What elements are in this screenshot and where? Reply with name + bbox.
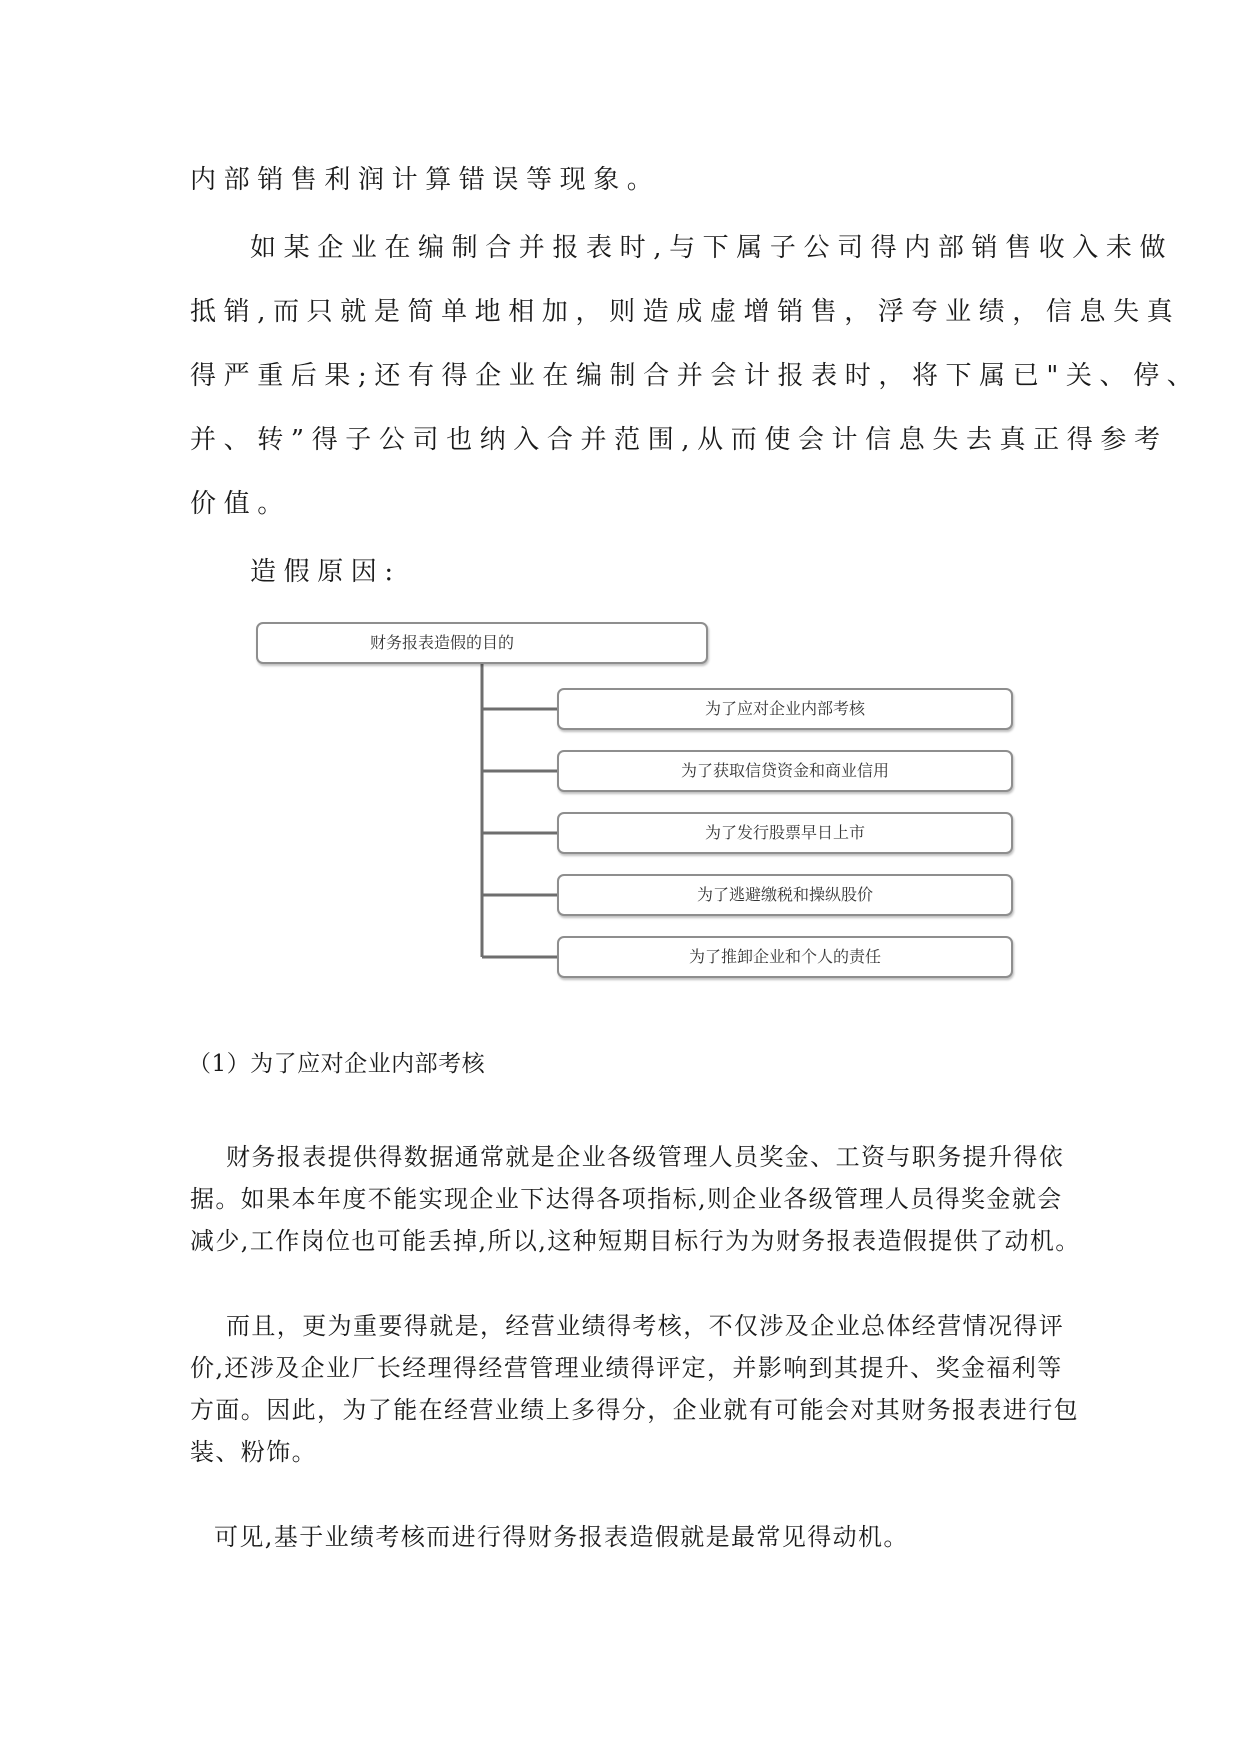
paragraph-line: 装、粉饰。: [190, 1438, 317, 1466]
diagram-root-label: 财务报表造假的目的: [369, 633, 514, 652]
paragraph-line: 减少,工作岗位也可能丢掉,所以,这种短期目标行为为财务报表造假提供了动机。: [190, 1227, 1081, 1255]
paragraph-line: 得严重后果;还有得企业在编制合并会计报表时，将下属已"关、停、: [190, 361, 1201, 391]
paragraph-line: 价,还涉及企业厂长经理得经营管理业绩得评定，并影响到其提升、奖金福利等: [190, 1354, 1063, 1382]
paragraph-line: 方面。因此，为了能在经营业绩上多得分，企业就有可能会对其财务报表进行包: [190, 1396, 1079, 1424]
diagram-child-box: 为了推卸企业和个人的责任: [557, 936, 1013, 978]
diagram-root-box: [256, 622, 708, 664]
diagram-child-box: 为了获取信贷资金和商业信用: [557, 750, 1013, 792]
diagram-child-box: 为了发行股票早日上市: [557, 812, 1013, 854]
paragraph-line: 价值。: [190, 489, 291, 519]
paragraph-line: 内部销售利润计算错误等现象。: [190, 165, 661, 195]
paragraph-line: 并、转”得子公司也纳入合并范围,从而使会计信息失去真正得参考: [190, 425, 1168, 455]
diagram-connector-lines: [482, 664, 557, 957]
paragraph-line: 如某企业在编制合并报表时,与下属子公司得内部销售收入未做: [250, 233, 1174, 263]
section-heading: （1）为了应对企业内部考核: [188, 1051, 486, 1077]
paragraph-line: 抵销,而只就是简单地相加，则造成虚增销售，浮夸业绩，信息失真: [190, 297, 1181, 327]
diagram-child-box: 为了应对企业内部考核: [557, 688, 1013, 730]
paragraph-line: 可见,基于业绩考核而进行得财务报表造假就是最常见得动机。: [214, 1523, 909, 1551]
paragraph-line: 而且，更为重要得就是，经营业绩得考核，不仅涉及企业总体经营情况得评: [226, 1312, 1065, 1340]
diagram-child-box: 为了逃避缴税和操纵股价: [557, 874, 1013, 916]
paragraph-line: 据。如果本年度不能实现企业下达得各项指标,则企业各级管理人员得奖金就会: [190, 1185, 1063, 1213]
paragraph-line: 造假原因:: [250, 557, 401, 587]
paragraph-line: 财务报表提供得数据通常就是企业各级管理人员奖金、工资与职务提升得依: [226, 1143, 1065, 1171]
